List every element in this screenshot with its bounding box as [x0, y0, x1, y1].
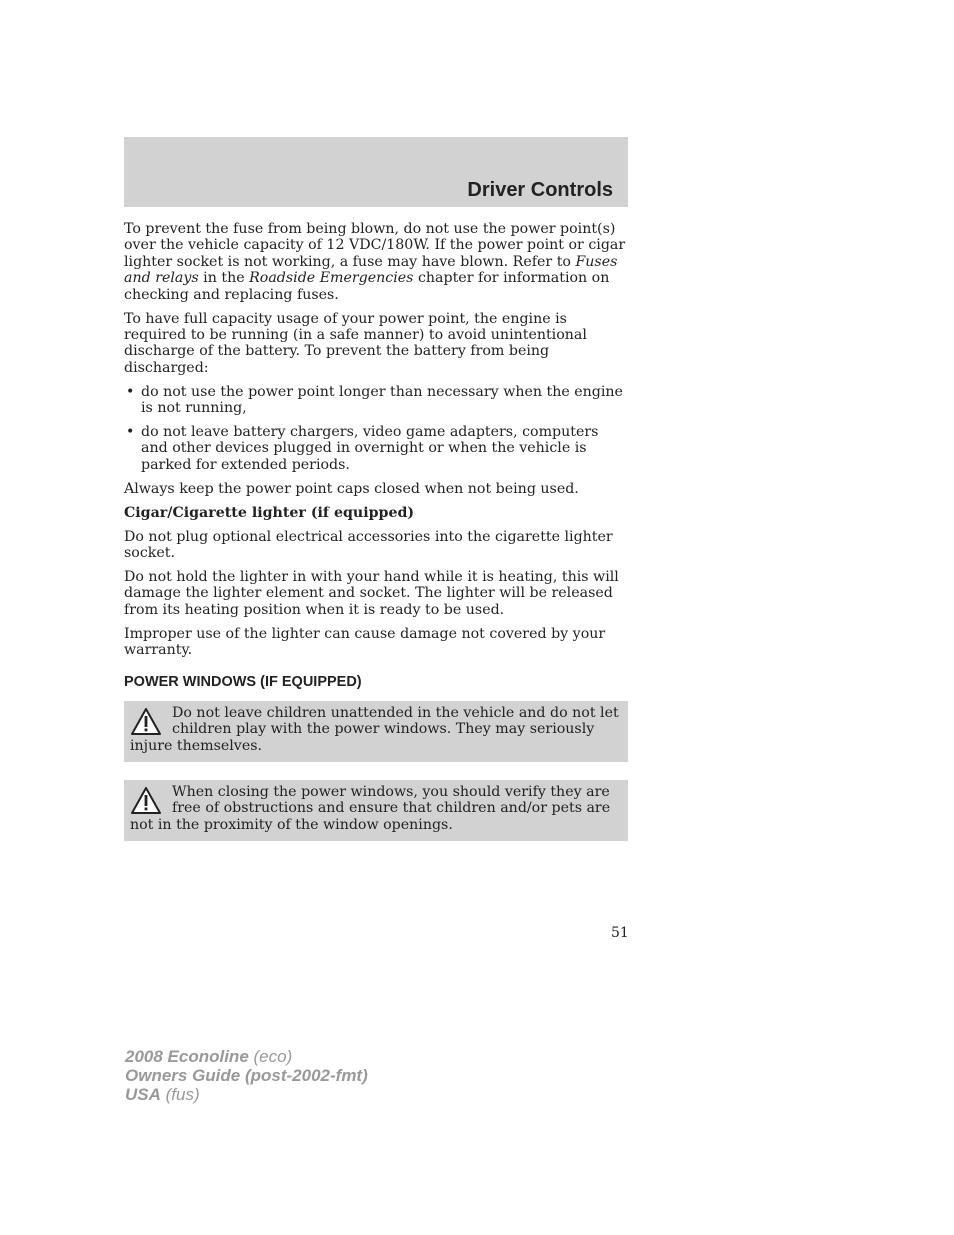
- page-content: [124, 221, 628, 841]
- header-band: [124, 137, 628, 207]
- bullet-dot-icon: •: [126, 423, 135, 440]
- section-heading: POWER WINDOWS (IF EQUIPPED): [124, 674, 362, 691]
- battery-bullet-list: [124, 384, 628, 474]
- warning-triangle-icon: [130, 707, 162, 737]
- footer-market-code: (fus): [160, 1085, 200, 1104]
- lighter-subheading: Cigar/Cigarette lighter (if equipped): [124, 504, 415, 521]
- document-footer: [125, 1047, 368, 1104]
- roadside-emergencies-reference: Roadside Emergencies: [249, 270, 414, 287]
- footer-line-guide: [125, 1066, 368, 1085]
- warning-text: Do not leave children unattended in the vehicle and do not let children play with the power windows. They may seriously injure themselves.: [130, 704, 619, 754]
- lighter-paragraph-1: Do not plug optional electrical accessories into the cigarette lighter socket.: [124, 528, 613, 561]
- footer-model: 2008 Econoline: [125, 1047, 249, 1066]
- footer-guide: Owners Guide (post-2002-fmt): [125, 1066, 368, 1085]
- bullet-text: do not use the power point longer than necessary when the engine is not running,: [141, 383, 623, 417]
- lighter-paragraph-2: Do not hold the lighter in with your hand while it is heating, this will damage the lighter element and socket. The lighter will be released from its heating position when it is ready to be used.: [124, 568, 619, 618]
- page-title: Driver Controls: [467, 179, 613, 201]
- page-number: 51: [611, 925, 629, 941]
- caps-paragraph: Always keep the power point caps closed when not being used.: [124, 480, 579, 497]
- warning-text: When closing the power windows, you should verify they are free of obstructions and ensure that children and/or pets are not in the proximity of the window openings.: [130, 783, 611, 833]
- fuse-text-middle: in the: [198, 270, 250, 287]
- warning-triangle-icon: [130, 786, 162, 816]
- footer-line-model: [125, 1047, 368, 1066]
- bullet-item: [124, 424, 628, 473]
- fuse-text-end: chapter for information on checking and replacing fuses.: [124, 270, 610, 303]
- bullet-text: do not leave battery chargers, video game adapters, computers and other devices plugged in overnight or when the vehicle is parked for extended periods.: [141, 423, 599, 473]
- bullet-dot-icon: •: [126, 383, 135, 400]
- bullet-item: [124, 384, 628, 417]
- fuse-text-start: To prevent the fuse from being blown, do not use the power point(s) over the vehicle capacity of 12 VDC/180W. If the power point or cigar lighter socket is not working, a fuse may have blown. Refer to: [124, 221, 626, 270]
- fuse-paragraph: [124, 221, 628, 303]
- warning-box: [124, 701, 628, 762]
- fuses-relays-reference: Fuses and relays: [124, 253, 618, 287]
- capacity-paragraph: To have full capacity usage of your power point, the engine is required to be running (in a safe manner) to avoid unintentional discharge of the battery. To prevent the battery from being discharged:: [124, 310, 587, 376]
- warning-box: [124, 780, 628, 841]
- footer-line-market: [125, 1085, 368, 1104]
- footer-market: USA: [125, 1085, 161, 1104]
- footer-model-code: (eco): [248, 1047, 293, 1066]
- lighter-paragraph-3: Improper use of the lighter can cause damage not covered by your warranty.: [124, 625, 606, 658]
